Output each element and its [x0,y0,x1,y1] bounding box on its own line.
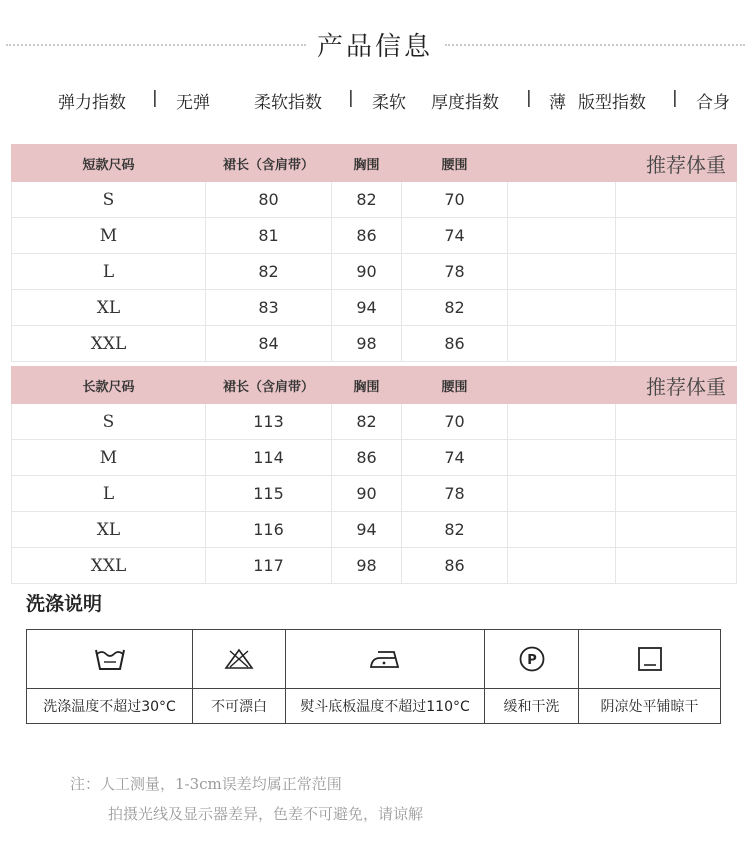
size-cell: L [12,476,206,512]
washing-label: 熨斗底板温度不超过110°C [286,689,485,724]
bust-cell: 98 [332,326,402,362]
elasticity-label: 弹力指数 [58,93,126,113]
bust-cell: 98 [332,548,402,584]
note-line: 注：人工测量，1-3cm误差均属正常范围 [70,775,342,793]
table-header-row [12,367,737,404]
waist-cell: 78 [402,476,508,512]
separator: | [348,88,354,108]
bust-cell: 82 [332,182,402,218]
empty-cell [508,254,616,290]
empty-cell [508,440,616,476]
table-row [12,476,737,512]
size-cell: XL [12,512,206,548]
washing-table [26,629,721,724]
waist-cell: 74 [402,440,508,476]
table-row [12,182,737,218]
waist-cell: 86 [402,548,508,584]
weight-cell [616,326,737,362]
washing-title: 洗涤说明 [26,593,103,615]
waist-cell: 74 [402,218,508,254]
bust-cell: 86 [332,440,402,476]
waist-cell: 82 [402,290,508,326]
washing-icons-row [27,630,721,689]
length-cell: 117 [206,548,332,584]
softness-value: 柔软 [372,93,406,113]
fit-label: 版型指数 [578,93,646,113]
length-cell: 80 [206,182,332,218]
length-cell: 82 [206,254,332,290]
weight-cell [616,218,737,254]
size-cell: XXL [12,548,206,584]
bust-cell: 94 [332,512,402,548]
long-size-table [11,366,737,584]
empty-cell [508,326,616,362]
length-cell: 83 [206,290,332,326]
flat-dry-icon [637,646,663,672]
empty-cell [508,404,616,440]
softness-label: 柔软指数 [254,93,322,113]
washing-label: 缓和干洗 [485,689,579,724]
table-row [12,512,737,548]
separator: | [152,88,158,108]
fit-value: 合身 [696,93,730,113]
empty-cell [508,218,616,254]
size-cell: XXL [12,326,206,362]
page-title: 产品信息 [316,32,433,62]
wash-tub-icon [94,646,126,672]
size-cell: M [12,218,206,254]
elasticity-value: 无弹 [176,93,210,113]
bust-cell: 90 [332,254,402,290]
waist-cell: 70 [402,182,508,218]
column-header: 胸围 [332,145,402,182]
recommended-weight-header: 推荐体重 [508,367,737,404]
washing-label: 阴凉处平铺晾干 [579,689,721,724]
length-cell: 115 [206,476,332,512]
washing-icon-cell [579,630,721,689]
table-row [12,254,737,290]
iron-icon [368,648,402,670]
no-bleach-icon [224,647,254,671]
table-header-row [12,145,737,182]
washing-label: 不可漂白 [193,689,286,724]
waist-cell: 86 [402,326,508,362]
size-cell: M [12,440,206,476]
washing-icon-cell [193,630,286,689]
empty-cell [508,290,616,326]
thickness-value: 薄 [549,93,566,113]
dry-clean-p-icon [518,645,546,673]
table-row [12,404,737,440]
washing-label: 洗涤温度不超过30°C [27,689,193,724]
length-cell: 113 [206,404,332,440]
separator: | [526,88,532,108]
bust-cell: 82 [332,404,402,440]
length-cell: 114 [206,440,332,476]
table-row [12,440,737,476]
washing-icon-cell [27,630,193,689]
column-header: 裙长（含肩带） [206,367,332,404]
weight-cell [616,290,737,326]
fabric-indices [0,88,750,114]
weight-cell [616,440,737,476]
recommended-weight-header: 推荐体重 [508,145,737,182]
bust-cell: 90 [332,476,402,512]
washing-icon-cell [485,630,579,689]
table-row [12,218,737,254]
waist-cell: 70 [402,404,508,440]
empty-cell [508,182,616,218]
washing-icon-cell [286,630,485,689]
length-cell: 116 [206,512,332,548]
size-cell: XL [12,290,206,326]
waist-cell: 82 [402,512,508,548]
bust-cell: 94 [332,290,402,326]
dry-clean-symbol: P [526,653,537,668]
washing-labels-row [27,689,721,724]
column-header: 腰围 [402,145,508,182]
column-header: 长款尺码 [12,367,206,404]
column-header: 短款尺码 [12,145,206,182]
weight-cell [616,404,737,440]
weight-cell [616,548,737,584]
column-header: 胸围 [332,367,402,404]
weight-cell [616,512,737,548]
length-cell: 81 [206,218,332,254]
note-line: 拍摄光线及显示器差异，色差不可避免，请谅解 [108,805,424,823]
size-cell: L [12,254,206,290]
empty-cell [508,476,616,512]
table-row [12,548,737,584]
weight-cell [616,476,737,512]
waist-cell: 78 [402,254,508,290]
weight-cell [616,182,737,218]
empty-cell [508,548,616,584]
size-cell: S [12,404,206,440]
column-header: 腰围 [402,367,508,404]
table-row [12,290,737,326]
length-cell: 84 [206,326,332,362]
table-row [12,326,737,362]
short-size-table [11,144,737,362]
empty-cell [508,512,616,548]
thickness-label: 厚度指数 [431,93,499,113]
size-cell: S [12,182,206,218]
bust-cell: 86 [332,218,402,254]
separator: | [672,88,678,108]
weight-cell [616,254,737,290]
column-header: 裙长（含肩带） [206,145,332,182]
